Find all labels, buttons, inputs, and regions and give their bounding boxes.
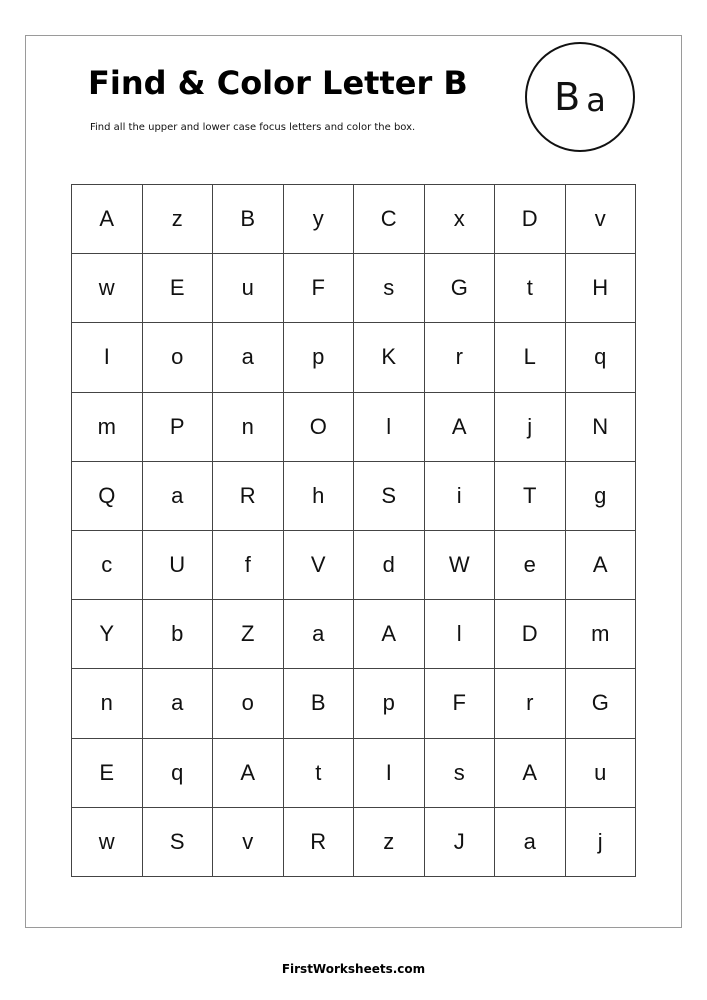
letter-cell[interactable]: o xyxy=(213,669,284,738)
letter-cell[interactable]: z xyxy=(143,185,214,254)
letter-cell[interactable]: o xyxy=(143,323,214,392)
letter-cell[interactable]: s xyxy=(354,254,425,323)
letter-cell[interactable]: P xyxy=(143,393,214,462)
footer-site: FirstWorksheets.com xyxy=(281,962,426,976)
letter-cell[interactable]: t xyxy=(284,739,355,808)
letter-cell[interactable]: p xyxy=(284,323,355,392)
badge-letter-upper: B xyxy=(554,75,581,119)
letter-cell[interactable]: G xyxy=(425,254,496,323)
letter-cell[interactable]: j xyxy=(566,808,637,877)
letter-cell[interactable]: y xyxy=(284,185,355,254)
letter-cell[interactable]: J xyxy=(425,808,496,877)
letter-cell[interactable]: l xyxy=(425,600,496,669)
letter-cell[interactable]: b xyxy=(143,600,214,669)
letter-cell[interactable]: q xyxy=(566,323,637,392)
letter-cell[interactable]: E xyxy=(143,254,214,323)
letter-cell[interactable]: R xyxy=(213,462,284,531)
letter-cell[interactable]: a xyxy=(495,808,566,877)
letter-cell[interactable]: O xyxy=(284,393,355,462)
letter-cell[interactable]: A xyxy=(425,393,496,462)
letter-cell[interactable]: C xyxy=(354,185,425,254)
letter-cell[interactable]: D xyxy=(495,600,566,669)
letter-cell[interactable]: A xyxy=(566,531,637,600)
letter-grid xyxy=(71,184,636,877)
letter-cell[interactable]: v xyxy=(213,808,284,877)
letter-cell[interactable]: m xyxy=(566,600,637,669)
letter-cell[interactable]: j xyxy=(495,393,566,462)
letter-cell[interactable]: a xyxy=(213,323,284,392)
letter-cell[interactable]: a xyxy=(143,462,214,531)
letter-cell[interactable]: w xyxy=(72,808,143,877)
letter-cell[interactable]: F xyxy=(284,254,355,323)
letter-cell[interactable]: w xyxy=(72,254,143,323)
letter-cell[interactable]: R xyxy=(284,808,355,877)
letter-cell[interactable]: A xyxy=(213,739,284,808)
letter-cell[interactable]: L xyxy=(495,323,566,392)
letter-cell[interactable]: I xyxy=(354,739,425,808)
letter-cell[interactable]: u xyxy=(566,739,637,808)
letter-cell[interactable]: m xyxy=(72,393,143,462)
letter-cell[interactable]: A xyxy=(354,600,425,669)
letter-cell[interactable]: r xyxy=(425,323,496,392)
letter-cell[interactable]: f xyxy=(213,531,284,600)
letter-cell[interactable]: A xyxy=(72,185,143,254)
letter-cell[interactable]: p xyxy=(354,669,425,738)
letter-cell[interactable]: E xyxy=(72,739,143,808)
instructions-text: Find all the upper and lower case focus letters and color the box. xyxy=(90,122,416,133)
letter-cell[interactable]: x xyxy=(425,185,496,254)
letter-cell[interactable]: Q xyxy=(72,462,143,531)
letter-cell[interactable]: T xyxy=(495,462,566,531)
letter-cell[interactable]: q xyxy=(143,739,214,808)
letter-cell[interactable]: N xyxy=(566,393,637,462)
letter-cell[interactable]: d xyxy=(354,531,425,600)
badge-letter-lower: a xyxy=(586,81,606,119)
letter-cell[interactable]: i xyxy=(425,462,496,531)
letter-cell[interactable]: F xyxy=(425,669,496,738)
letter-cell[interactable]: n xyxy=(72,669,143,738)
letter-cell[interactable]: U xyxy=(143,531,214,600)
letter-cell[interactable]: r xyxy=(495,669,566,738)
letter-cell[interactable]: A xyxy=(495,739,566,808)
letter-cell[interactable]: Z xyxy=(213,600,284,669)
focus-letter-badge xyxy=(525,42,635,152)
letter-cell[interactable]: K xyxy=(354,323,425,392)
letter-cell[interactable]: l xyxy=(354,393,425,462)
letter-cell[interactable]: s xyxy=(425,739,496,808)
letter-cell[interactable]: G xyxy=(566,669,637,738)
letter-cell[interactable]: S xyxy=(143,808,214,877)
letter-cell[interactable]: W xyxy=(425,531,496,600)
letter-cell[interactable]: D xyxy=(495,185,566,254)
letter-cell[interactable]: Y xyxy=(72,600,143,669)
letter-cell[interactable]: a xyxy=(143,669,214,738)
letter-cell[interactable]: g xyxy=(566,462,637,531)
letter-cell[interactable]: n xyxy=(213,393,284,462)
letter-cell[interactable]: a xyxy=(284,600,355,669)
worksheet-title: Find & Color Letter B xyxy=(88,64,468,102)
letter-cell[interactable]: e xyxy=(495,531,566,600)
letter-cell[interactable]: S xyxy=(354,462,425,531)
letter-cell[interactable]: z xyxy=(354,808,425,877)
letter-cell[interactable]: t xyxy=(495,254,566,323)
letter-cell[interactable]: u xyxy=(213,254,284,323)
letter-cell[interactable]: B xyxy=(284,669,355,738)
letter-cell[interactable]: H xyxy=(566,254,637,323)
letter-cell[interactable]: h xyxy=(284,462,355,531)
letter-cell[interactable]: B xyxy=(213,185,284,254)
letter-cell[interactable]: c xyxy=(72,531,143,600)
letter-cell[interactable]: v xyxy=(566,185,637,254)
letter-cell[interactable]: V xyxy=(284,531,355,600)
letter-cell[interactable]: I xyxy=(72,323,143,392)
